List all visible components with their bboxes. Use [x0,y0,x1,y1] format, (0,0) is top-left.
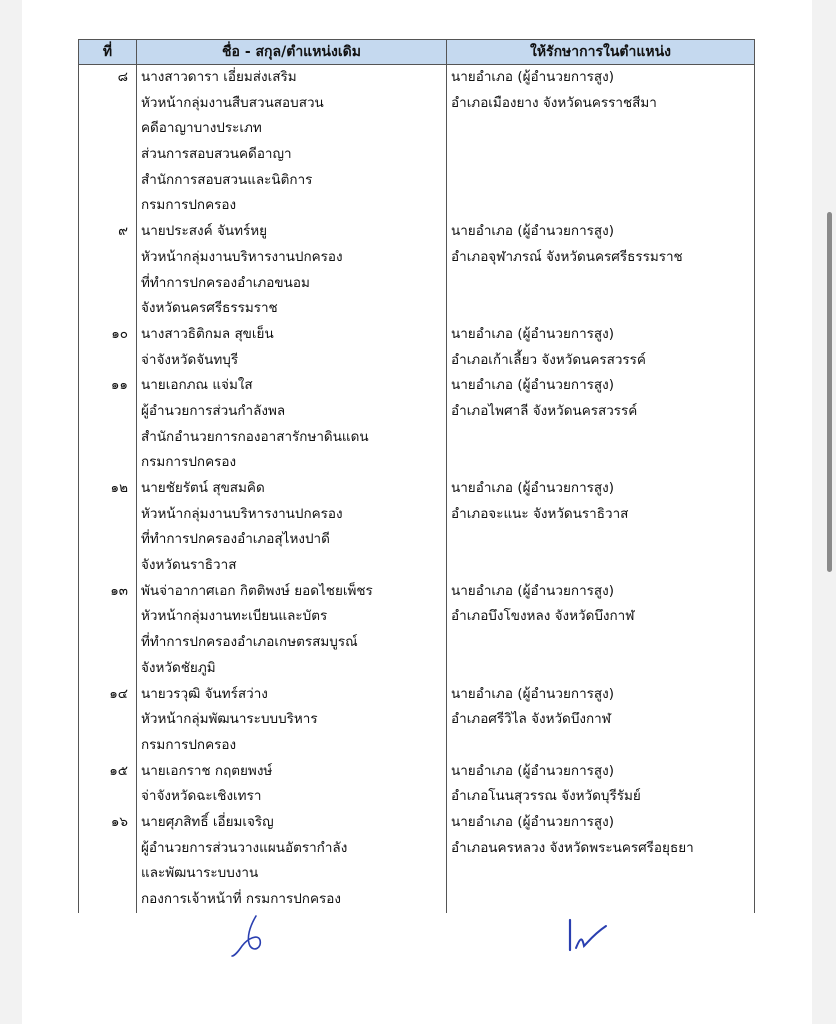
table-row [79,759,755,810]
header-name-old-position: ชื่อ - สกุล/ตำแหน่งเดิม [137,40,447,65]
name-old-position-cell [137,759,447,810]
row-number-text: ๑๓ [110,582,128,599]
acting-position-location: อำเภอจุฬาภรณ์ จังหวัดนครศรีธรรมราช [451,248,683,265]
row-number [79,682,137,759]
old-position-line: ที่ทำการปกครองอำเภอขนอม [141,274,310,291]
row-number [79,322,137,373]
old-position-line: สำนักอำนวยการกองอาสารักษาดินแดน [141,428,369,445]
acting-position-cell [447,373,755,476]
row-number [79,579,137,682]
old-position-line: จังหวัดชัยภูมิ [141,659,216,676]
row-number [79,759,137,810]
row-number-text: ๑๕ [109,762,128,779]
name-old-position-cell [137,322,447,373]
acting-position-title: นายอำเภอ (ผู้อำนวยการสูง) [451,480,615,496]
old-position-line: หัวหน้ากลุ่มงานบริหารงานปกครอง [141,505,343,522]
name-old-position-cell [137,219,447,322]
old-position-line: จังหวัดนราธิวาส [141,557,237,574]
signature-right [558,912,614,956]
person-name: นายชัยรัตน์ สุขสมคิด [141,480,265,496]
table-header-row [79,40,755,65]
name-old-position-cell [137,810,447,913]
old-position-line: สำนักการสอบสวนและนิติการ [141,171,313,188]
old-position-line: คดีอาญาบางประเภท [141,120,262,137]
acting-position-location: อำเภอเก้าเลี้ยว จังหวัดนครสวรรค์ [451,351,646,368]
acting-position-location: อำเภอศรีวิไล จังหวัดบึงกาฬ [451,711,611,728]
acting-position-cell [447,219,755,322]
old-position-line: ผู้อำนวยการส่วนวางแผนอัตรากำลัง [141,839,348,856]
acting-position-location: อำเภอนครหลวง จังหวัดพระนครศรีอยุธยา [451,839,694,856]
acting-position-location: อำเภอจะแนะ จังหวัดนราธิวาส [451,505,629,522]
acting-position-cell [447,322,755,373]
acting-position-cell [447,759,755,810]
row-number-text: ๙ [118,223,128,240]
old-position-line: หัวหน้ากลุ่มงานทะเบียนและบัตร [141,608,328,625]
person-name: นายเอกภณ แจ่มใส [141,377,253,394]
scrollbar[interactable] [827,212,832,572]
acting-position-cell [447,579,755,682]
table-row [79,219,755,322]
acting-position-location: อำเภอเมืองยาง จังหวัดนครราชสีมา [451,94,657,111]
old-position-line: หัวหน้ากลุ่มงานบริหารงานปกครอง [141,248,343,265]
table-row [79,65,755,220]
row-number-text: ๑๐ [111,325,128,342]
row-number-text: ๑๖ [110,813,128,830]
acting-position-cell [447,65,755,220]
old-position-line: กรมการปกครอง [141,736,237,753]
old-position-line: หัวหน้ากลุ่มพัฒนาระบบบริหาร [141,711,318,728]
old-position-line: ผู้อำนวยการส่วนกำลังพล [141,402,286,419]
row-number-text: ๑๔ [109,685,128,702]
acting-position-title: นายอำเภอ (ผู้อำนวยการสูง) [451,582,615,599]
acting-position-title: นายอำเภอ (ผู้อำนวยการสูง) [451,69,615,85]
person-name: นายประสงค์ จันทร์หยู [141,223,268,240]
old-position-line: จ่าจังหวัดฉะเชิงเทรา [141,788,262,805]
acting-position-cell [447,682,755,759]
acting-position-title: นายอำเภอ (ผู้อำนวยการสูง) [451,685,615,702]
acting-position-location: อำเภอบึงโขงหลง จังหวัดบึงกาฬ [451,608,635,625]
header-number: ที่ [79,40,137,65]
name-old-position-cell [137,476,447,579]
person-name: นายวรวุฒิ จันทร์สว่าง [141,685,268,702]
acting-position-cell [447,810,755,913]
old-position-line: จังหวัดนครศรีธรรมราช [141,300,278,317]
old-position-line: จ่าจังหวัดจันทบุรี [141,351,239,368]
name-old-position-cell [137,682,447,759]
acting-position-cell [447,476,755,579]
person-name: นางสาวดารา เอี่ยมส่งเสริม [141,69,297,85]
row-number [79,810,137,913]
name-old-position-cell [137,579,447,682]
acting-position-location: อำเภอไพศาลี จังหวัดนครสวรรค์ [451,402,638,419]
table-row [79,373,755,476]
appointment-table [78,39,755,913]
old-position-line: และพัฒนาระบบงาน [141,865,259,882]
acting-position-title: นายอำเภอ (ผู้อำนวยการสูง) [451,813,615,830]
header-acting-position: ให้รักษาการในตำแหน่ง [447,40,755,65]
old-position-line: ที่ทำการปกครองอำเภอเกษตรสมบูรณ์ [141,634,358,651]
old-position-line: หัวหน้ากลุ่มงานสืบสวนสอบสวน [141,94,324,111]
person-name: พันจ่าอากาศเอก กิตติพงษ์ ยอดไชยเพ็ชร [141,582,373,599]
acting-position-title: นายอำเภอ (ผู้อำนวยการสูง) [451,762,615,779]
old-position-line: ส่วนการสอบสวนคดีอาญา [141,146,292,163]
acting-position-title: นายอำเภอ (ผู้อำนวยการสูง) [451,325,615,342]
row-number [79,476,137,579]
signature-left [228,912,278,960]
row-number [79,219,137,322]
table-row [79,322,755,373]
table-row [79,810,755,913]
row-number [79,373,137,476]
old-position-line: กองการเจ้าหน้าที่ กรมการปกครอง [141,891,341,907]
row-number [79,65,137,220]
acting-position-title: นายอำเภอ (ผู้อำนวยการสูง) [451,223,615,240]
name-old-position-cell [137,65,447,220]
row-number-text: ๑๒ [110,480,128,496]
person-name: นายศุภสิทธิ์ เอี่ยมเจริญ [141,813,274,830]
old-position-line: กรมการปกครอง [141,197,237,214]
row-number-text: ๑๑ [110,377,128,394]
name-old-position-cell [137,373,447,476]
row-number-text: ๘ [117,69,128,85]
old-position-line: กรมการปกครอง [141,454,237,471]
person-name: นางสาวธิติกมล สุขเย็น [141,325,274,342]
table-row [79,579,755,682]
table-row [79,682,755,759]
acting-position-location: อำเภอโนนสุวรรณ จังหวัดบุรีรัมย์ [451,788,641,805]
old-position-line: ที่ทำการปกครองอำเภอสุไหงปาดี [141,531,330,548]
person-name: นายเอกราช กฤตยพงษ์ [141,762,273,779]
table-row [79,476,755,579]
acting-position-title: นายอำเภอ (ผู้อำนวยการสูง) [451,377,615,394]
